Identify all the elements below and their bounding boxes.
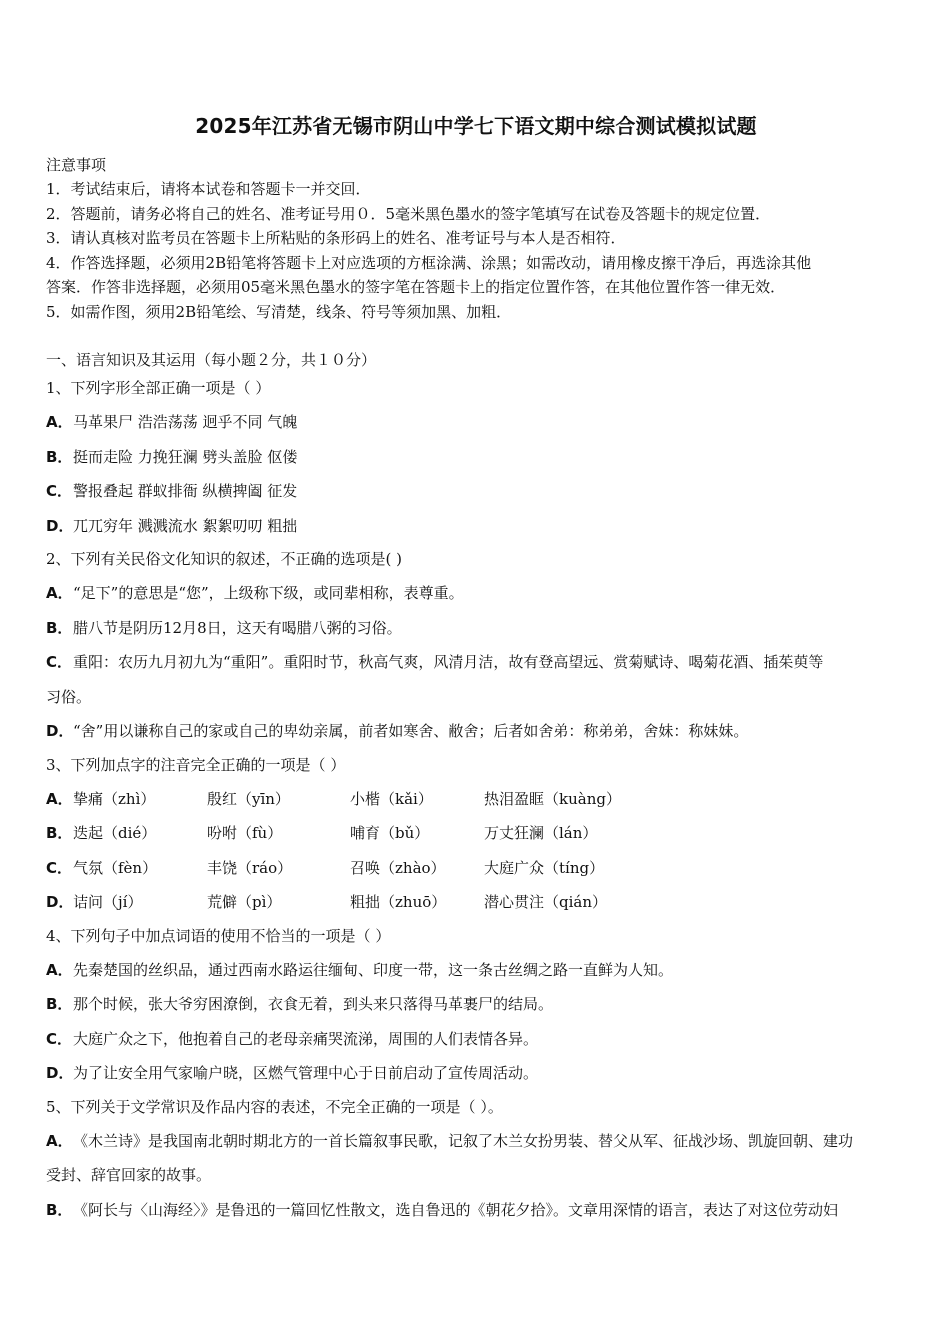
option-a xyxy=(46,1124,906,1159)
option-c xyxy=(46,1022,906,1057)
option-text: 马革果尸 浩浩荡荡 迥乎不同 气魄 xyxy=(73,413,298,431)
option-b xyxy=(46,987,906,1022)
notice-item: 1．考试结束后，请将本试卷和答题卡一并交回． xyxy=(46,180,371,198)
option-key: B． xyxy=(46,995,73,1013)
option-text: 挺而走险 力挽狂澜 劈头盖脸 伛偻 xyxy=(73,447,298,466)
pinyin-item: 召唤（zhào） xyxy=(350,858,446,877)
option-key: B． xyxy=(46,1200,73,1219)
option-key: A． xyxy=(46,584,73,602)
pinyin-item: 吩咐（fù） xyxy=(207,824,283,842)
option-a xyxy=(46,405,906,440)
option-text: 大庭广众之下，他抱着自己的老母亲痛哭流涕，周围的人们表情各异。 xyxy=(73,1029,539,1048)
option-text: “足下”的意思是“您”，上级称下级，或同辈相称，表尊重。 xyxy=(73,584,464,602)
option-b xyxy=(46,440,906,475)
question-stem: 1、下列字形全部正确一项是（ ） xyxy=(46,379,271,397)
option-key: B． xyxy=(46,447,73,466)
option-key: A． xyxy=(46,789,73,808)
option-a xyxy=(46,953,906,988)
option-key: C． xyxy=(46,653,73,671)
option-text: 为了让安全用气家喻户晓，区燃气管理中心于日前启动了宣传周活动。 xyxy=(73,1064,539,1082)
option-text: 重阳：农历九月初九为“重阳”。重阳时节，秋高气爽，风清月洁，故有登高望远、赏菊赋诗、喝菊花酒、插茱萸等 xyxy=(73,653,824,671)
notice-block xyxy=(46,153,906,324)
page-title: 2025年江苏省无锡市阴山中学七下语文期中综合测试模拟试题 xyxy=(195,114,757,138)
question-4 xyxy=(46,920,906,1091)
option-text: “舍”用以谦称自己的家或自己的卑幼亲属，前者如寒舍、敝舍；后者如舍弟：称弟弟，舍妹：称妹妹。 xyxy=(73,722,749,740)
pinyin-item: 挚痛（zhì） xyxy=(73,789,156,808)
option-key: B． xyxy=(46,618,73,637)
option-key: D． xyxy=(46,722,74,740)
pinyin-item: 丰饶（ráo） xyxy=(207,858,293,877)
option-d xyxy=(46,714,906,749)
pinyin-item: 诘问（jí） xyxy=(73,893,143,911)
section-heading: 一、语言知识及其运用（每小题２分，共１０分） xyxy=(46,351,377,369)
notice-item: 5．如需作图，须用2B铅笔绘、写清楚，线条、符号等须加黑、加粗． xyxy=(46,302,512,321)
notice-item: 2．答题前，请务必将自己的姓名、准考证号用０．5毫米黑色墨水的签字笔填写在试卷及答题卡的规定位置． xyxy=(46,204,771,223)
option-key: B． xyxy=(46,824,73,842)
question-stem: 3、下列加点字的注音完全正确的一项是（ ） xyxy=(46,755,346,774)
option-key: D． xyxy=(46,516,74,535)
option-continuation: 习俗。 xyxy=(46,687,92,706)
pinyin-item: 潜心贯注（qián） xyxy=(484,893,608,911)
pinyin-item: 气氛（fèn） xyxy=(73,858,158,877)
question-1 xyxy=(46,372,906,543)
option-key: A． xyxy=(46,960,73,979)
notice-heading: 注意事项 xyxy=(46,156,107,174)
option-d xyxy=(46,1056,906,1091)
question-3 xyxy=(46,749,906,920)
notice-item: 4．作答选择题，必须用2B铅笔将答题卡上对应选项的方框涂满、涂黑；如需改动，请用橡皮擦干净后，再选涂其他 xyxy=(46,253,812,272)
question-stem: 2、下列有关民俗文化知识的叙述，不正确的选项是( ) xyxy=(46,550,403,568)
spacer xyxy=(46,324,906,348)
pinyin-item: 小楷（kǎi） xyxy=(350,789,433,808)
option-c xyxy=(46,851,906,886)
option-b xyxy=(46,816,906,851)
option-c xyxy=(46,474,906,509)
question-2 xyxy=(46,543,906,749)
option-key: C． xyxy=(46,1029,73,1048)
option-b xyxy=(46,611,906,646)
option-text: 《木兰诗》是我国南北朝时期北方的一首长篇叙事民歌，记叙了木兰女扮男装、替父从军、征战沙场、凯旋回朝、建功 xyxy=(73,1131,854,1150)
option-key: C． xyxy=(46,482,73,500)
pinyin-item: 荒僻（pì） xyxy=(207,893,282,911)
pinyin-item: 迭起（dié） xyxy=(73,824,157,842)
option-text: 兀兀穷年 溅溅流水 絮絮叨叨 粗拙 xyxy=(73,516,298,535)
option-text: 先秦楚国的丝织品，通过西南水路运往缅甸、印度一带，这一条古丝绸之路一直鲜为人知。 xyxy=(73,960,674,979)
pinyin-item: 殷红（yīn） xyxy=(207,789,290,808)
option-key: C． xyxy=(46,858,73,877)
option-a xyxy=(46,576,906,611)
pinyin-item: 万丈狂澜（lán） xyxy=(484,824,598,842)
option-key: D． xyxy=(46,893,74,911)
pinyin-item: 热泪盈眶（kuàng） xyxy=(484,789,621,808)
option-text: 《阿长与〈山海经〉》是鲁迅的一篇回忆性散文，选自鲁迅的《朝花夕拾》。文章用深情的语言，表达了对这位劳动妇 xyxy=(73,1200,839,1219)
pinyin-item: 哺育（bǔ） xyxy=(350,824,430,842)
option-text: 腊八节是阴历12月8日，这天有喝腊八粥的习俗。 xyxy=(73,618,402,637)
notice-item: 3．请认真核对监考员在答题卡上所粘贴的条形码上的姓名、准考证号与本人是否相符． xyxy=(46,229,626,247)
option-continuation: 受封、辞官回家的故事。 xyxy=(46,1166,212,1184)
option-d xyxy=(46,509,906,544)
pinyin-item: 粗拙（zhuō） xyxy=(350,893,447,911)
option-text: 警报叠起 群蚁排衙 纵横捭阖 征发 xyxy=(73,482,298,500)
option-key: D． xyxy=(46,1064,74,1082)
option-b xyxy=(46,1193,906,1228)
notice-item: 答案．作答非选择题，必须用05毫米黑色墨水的签字笔在答题卡上的指定位置作答，在其他位置作答一律无效． xyxy=(46,278,786,296)
option-c xyxy=(46,645,906,680)
question-stem: 4、下列句子中加点词语的使用不恰当的一项是（ ） xyxy=(46,926,391,945)
pinyin-item: 大庭广众（tíng） xyxy=(484,858,605,877)
option-a xyxy=(46,782,906,817)
option-key: A． xyxy=(46,413,73,431)
question-stem: 5、下列关于文学常识及作品内容的表述，不完全正确的一项是（ ）。 xyxy=(46,1097,503,1116)
option-text: 那个时候，张大爷穷困潦倒，衣食无着，到头来只落得马革裹尸的结局。 xyxy=(73,995,554,1013)
question-5 xyxy=(46,1091,906,1228)
option-key: A． xyxy=(46,1131,73,1150)
option-d xyxy=(46,885,906,920)
